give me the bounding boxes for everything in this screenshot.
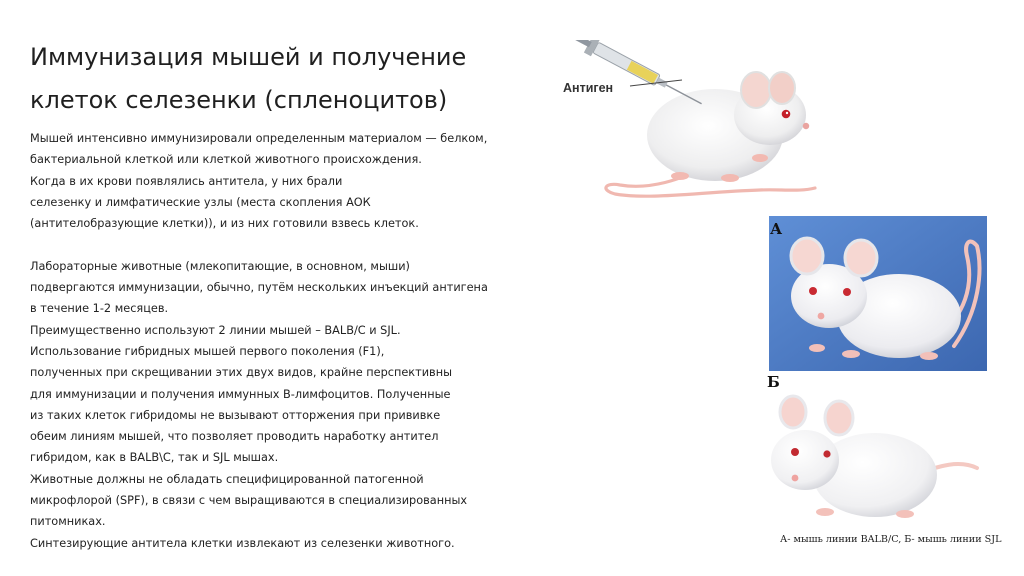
paragraph-line: обеим линиям мышей, что позволяет проводить наработку антител: [30, 430, 439, 444]
paragraph-spacer: [30, 234, 530, 255]
paragraph-line: Когда в их крови появлялись антитела, у них брали: [30, 174, 343, 188]
body-text: [30, 128, 530, 554]
paragraph-line: Синтезирующие антитела клетки извлекают из селезенки животного.: [30, 536, 455, 550]
paragraph-line: полученных при скрещивании этих двух видов, крайне перспективны: [30, 366, 453, 380]
paragraph-line: Мышей интенсивно иммунизировали определенным материалом — белком,: [30, 132, 488, 145]
paragraph-line: Преимущественно используют 2 линии мышей – BALB/C и SJL.: [30, 323, 401, 337]
paragraph-line: Животные должны не обладать специфицированной патогенной: [30, 472, 424, 486]
mouse-photo-b: [765, 390, 980, 528]
antigen-label: Антиген: [563, 81, 614, 95]
photo-a-label: А: [770, 220, 783, 238]
photo-mouse-balbc: [769, 216, 987, 371]
paragraph-line: микрофлорой (SPF), в связи с чем выращиваются в специализированных: [30, 494, 468, 508]
paragraph-line: питомниках.: [30, 515, 106, 529]
injection-figure: [560, 40, 820, 200]
paragraph-line: (антителобразующие клетки)), и из них готовили взвесь клеток.: [30, 217, 419, 231]
title-line-2: клеток селезенки (спленоцитов): [30, 86, 448, 114]
title-line-1: Иммунизация мышей и получение: [30, 43, 467, 71]
paragraph-line: в течение 1-2 месяцев.: [30, 302, 169, 316]
syringe-mouse-illustration: [560, 40, 820, 200]
paragraph-line: гибридом, как в BALB\C, так и SJL мышах.: [30, 451, 279, 465]
paragraph-line: Использование гибридных мышей первого поколения (F1),: [30, 344, 385, 358]
paragraph-line: бактериальной клеткой или клеткой животного происхождения.: [30, 153, 422, 167]
paragraph-line: для иммунизации и получения иммунных В-лимфоцитов. Полученные: [30, 387, 451, 401]
paragraph-line: из таких клеток гибридомы не вызывают отторжения при прививке: [30, 408, 441, 422]
mouse-photo-a: [769, 216, 987, 371]
photo-b-label: Б: [767, 373, 780, 391]
figure-caption: А- мышь линии BALB/C, Б- мышь линии SJL: [780, 534, 1002, 545]
paragraph-line: селезенку и лимфатические узлы (места скопления АОК: [30, 195, 371, 209]
page-title: [30, 36, 550, 122]
paragraph-line: подвергаются иммунизации, обычно, путём нескольких инъекций антигена: [30, 281, 488, 295]
photo-mouse-sjl: [765, 390, 980, 528]
paragraph-line: Лабораторные животные (млекопитающие, в основном, мыши): [30, 259, 410, 273]
